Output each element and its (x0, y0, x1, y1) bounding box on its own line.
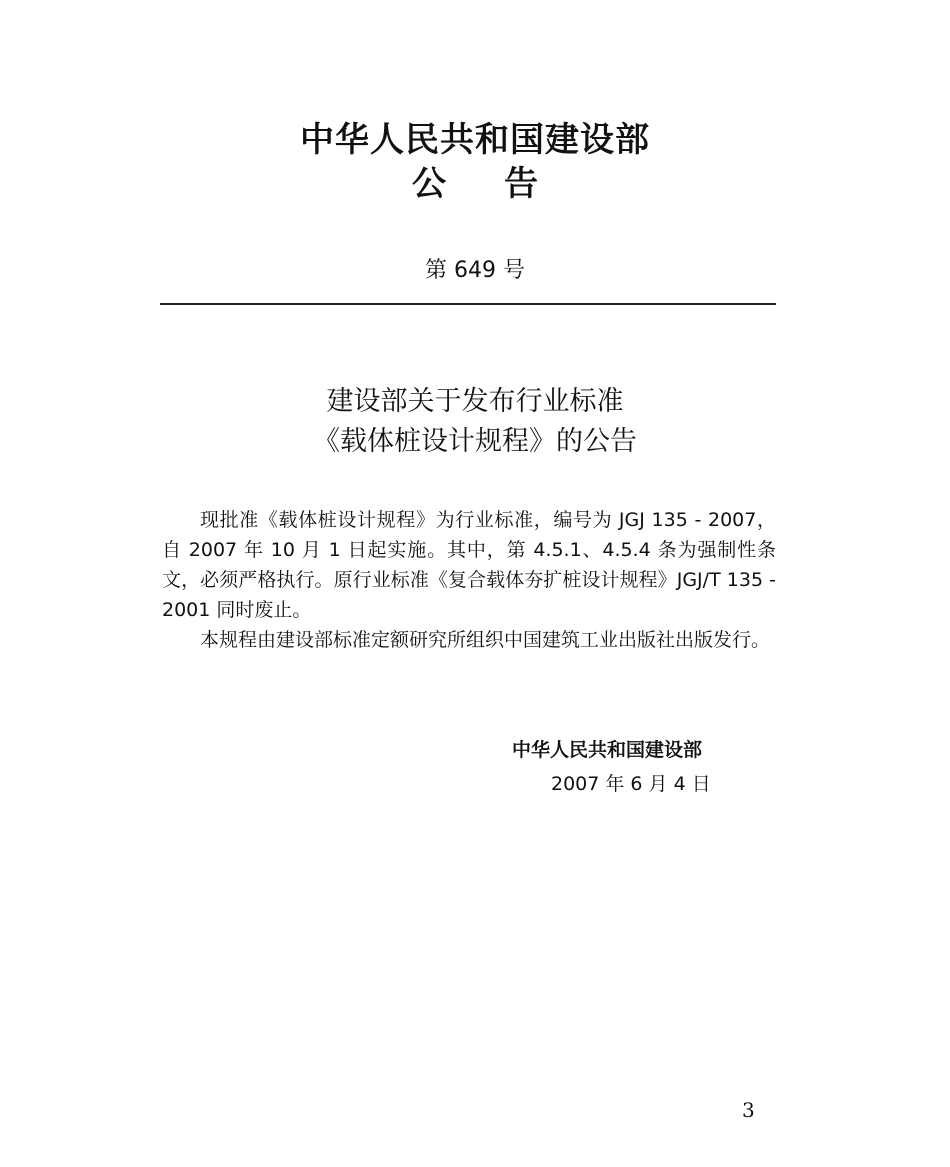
header-divider (160, 303, 776, 305)
announcement-title (0, 382, 950, 462)
page-number: 3 (742, 1098, 755, 1122)
announcement-title-line-1: 建设部关于发布行业标准 (326, 386, 624, 417)
document-number: 第 649 号 (425, 258, 525, 283)
body-paragraph: 现批准《载体桩设计规程》为行业标准，编号为 JGJ 135 - 2007，自 2007 年 10 月 1 日起实施。其中，第 4.5.1、4.5.4 条为强制性条文，必须严格执行。原行业标准《复合载体夯扩桩设计规程》JGJ/T 135 - 2001 同时废止。 (162, 509, 776, 621)
signature-date: 2007 年 6 月 4 日 (551, 773, 711, 795)
announcement-body (162, 505, 776, 655)
body-paragraph: 本规程由建设部标准定额研究所组织中国建筑工业出版社出版发行。 (200, 629, 771, 651)
issuer-heading: 中华人民共和国建设部 (300, 120, 650, 160)
notice-label: 公告 (412, 164, 596, 204)
announcement-title-line-2: 《载体桩设计规程》的公告 (313, 426, 637, 457)
signature-organization: 中华人民共和国建设部 (512, 739, 703, 761)
